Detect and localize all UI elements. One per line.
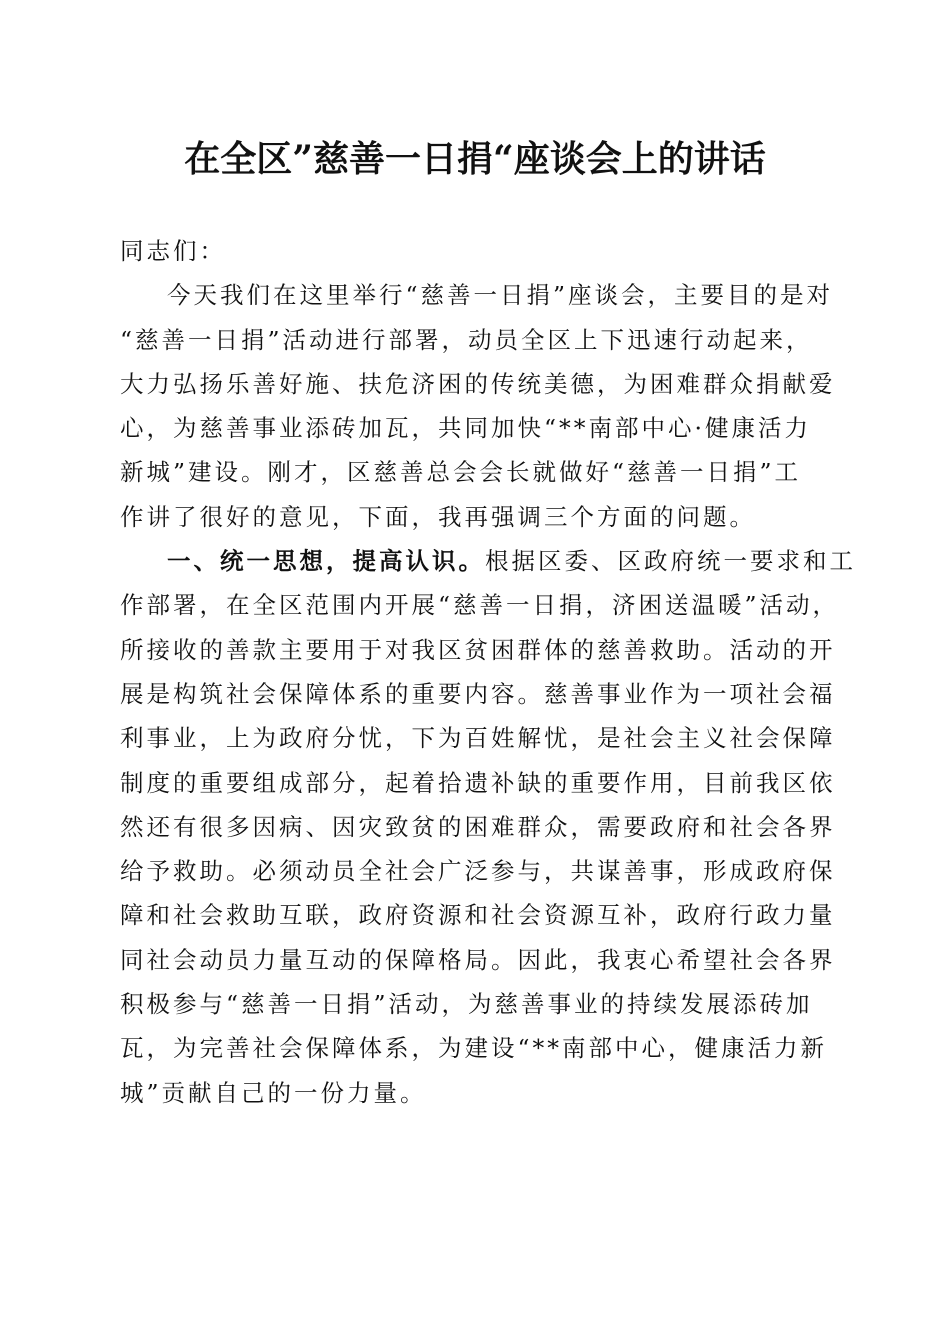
paragraph-line: 新城”建设。刚才，区慈善总会会长就做好“慈善一日捐”工 [120, 458, 802, 487]
paragraph-line: 今天我们在这里举行“慈善一日捐”座谈会，主要目的是对 [167, 281, 834, 310]
paragraph-line: 积极参与“慈善一日捐”活动，为慈善事业的持续发展添砖加 [120, 990, 813, 1019]
paragraph-line: 然还有很多因病、因灾致贫的困难群众，需要政府和社会各界 [120, 812, 836, 841]
paragraph-line: 给予救助。必须动员全社会广泛参与，共谋善事，形成政府保 [120, 857, 836, 886]
paragraph-line: 所接收的善款主要用于对我区贫困群体的慈善救助。活动的开 [120, 635, 836, 664]
section-heading: 一、统一思想，提高认识。 [167, 547, 485, 576]
paragraph-line: 制度的重要组成部分，起着拾遗补缺的重要作用，目前我区依 [120, 768, 836, 797]
paragraph-line: 心，为慈善事业添砖加瓦，共同加快“**南部中心·健康活力 [120, 414, 811, 443]
paragraph-line: 瓦，为完善社会保障体系，为建设“**南部中心，健康活力新 [120, 1034, 828, 1063]
paragraph-line: 利事业，上为政府分忧，下为百姓解忧，是社会主义社会保障 [120, 724, 836, 753]
paragraph-line: 城”贡献自己的一份力量。 [120, 1078, 427, 1107]
paragraph-line: 大力弘扬乐善好施、扶危济困的传统美德，为困难群众捐献爱 [120, 369, 836, 398]
paragraph-line: 展是构筑社会保障体系的重要内容。慈善事业作为一项社会福 [120, 679, 836, 708]
document-body [120, 229, 856, 1115]
section-first-line-text: 根据区委、区政府统一要求和工 [485, 547, 856, 576]
greeting: 同志们： [120, 237, 226, 265]
paragraph-line: 同社会动员力量互动的保障格局。因此，我衷心希望社会各界 [120, 945, 836, 974]
paragraph-line: 作部署，在全区范围内开展“慈善一日捐，济困送温暖”活动， [120, 591, 840, 620]
section-first-line [120, 539, 856, 583]
document-title: 在全区”慈善一日捐“座谈会上的讲话 [184, 138, 766, 180]
paragraph-line: 作讲了很好的意见，下面，我再强调三个方面的问题。 [120, 502, 756, 531]
paragraph-line: “慈善一日捐”活动进行部署，动员全区上下迅速行动起来， [120, 325, 813, 354]
paragraph-line: 障和社会救助互联，政府资源和社会资源互补，政府行政力量 [120, 901, 836, 930]
